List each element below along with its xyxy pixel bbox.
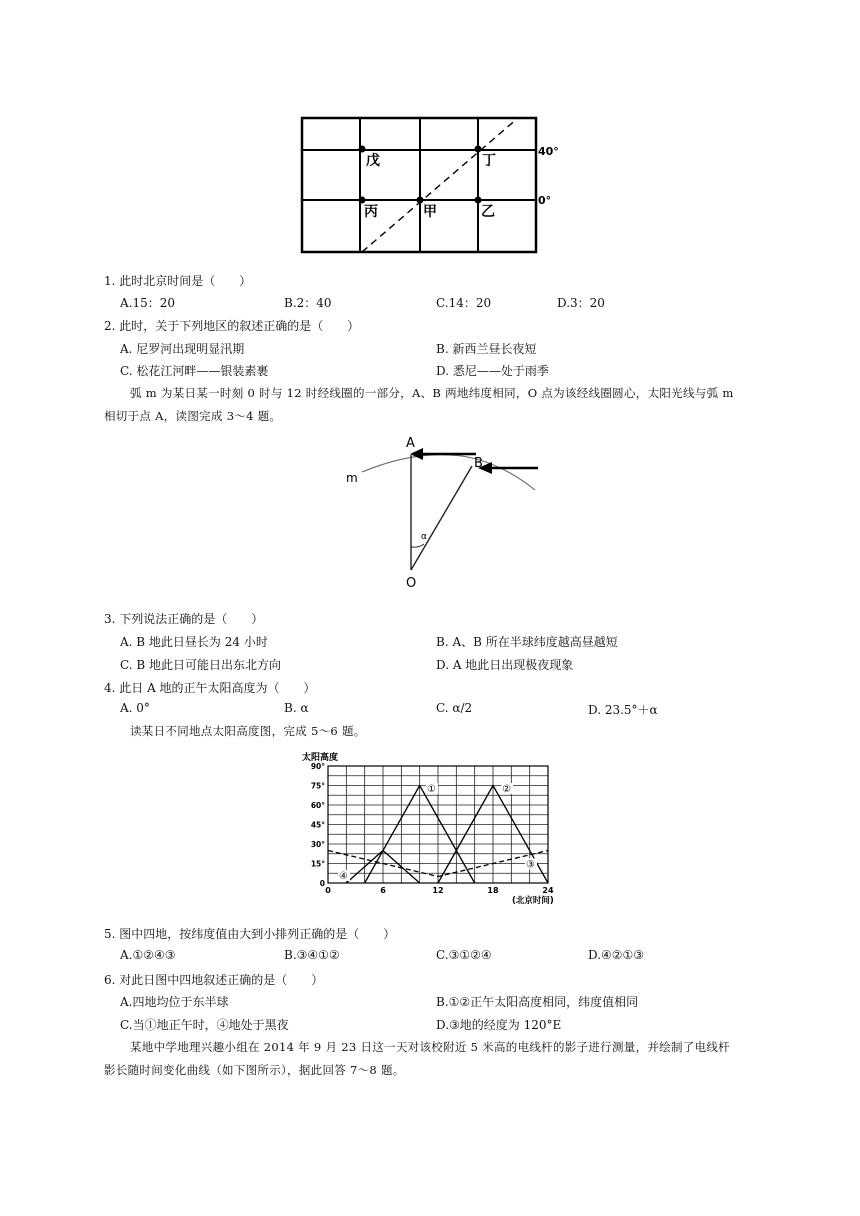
terminator-line — [362, 118, 518, 252]
y-tick-label: 15° — [310, 859, 325, 869]
q2-option-c: C. 松花江河畔——银装素裹 — [120, 364, 269, 378]
q2-stem: 2. 此时，关于下列地区的叙述正确的是（ ） — [104, 319, 360, 333]
q1-option-c: C.14：20 — [436, 296, 492, 310]
y-tick-label: 45° — [310, 820, 325, 830]
intro-5-6: 读某日不同地点太阳高度图，完成 5～6 题。 — [130, 724, 366, 738]
label-o: O — [406, 576, 417, 591]
x-tick-label: 0 — [325, 886, 331, 895]
q3-option-b: B. A、B 所在半球纬度越高昼越短 — [436, 635, 618, 649]
q4-option-b: B. α — [284, 701, 309, 715]
q6-option-a: A.四地均位于东半球 — [120, 995, 229, 1009]
sun-altitude-chart — [300, 748, 570, 910]
q4-stem: 4. 此日 A 地的正午太阳高度为（ ） — [104, 681, 316, 695]
series-label-2: ② — [502, 784, 512, 795]
y-tick-label: 60° — [310, 801, 325, 810]
q1-option-b: B.2：40 — [284, 296, 332, 310]
q4-option-a: A. 0° — [120, 701, 150, 715]
q3-option-a: A. B 地此日昼长为 24 小时 — [120, 635, 268, 649]
figure-grid-map — [300, 116, 570, 256]
q5-stem: 5. 图中四地，按纬度值由大到小排列正确的是（ ） — [104, 927, 396, 941]
label-b: B — [474, 456, 483, 471]
intro-7-8-line1: 某地中学地理兴趣小组在 2014 年 9 月 23 日这一天对该校附近 5 米高的电线杆的影子进行测量，并绘制了电线杆 — [130, 1040, 730, 1054]
q5-option-d: D.④②①③ — [588, 948, 645, 962]
q3-stem: 3. 下列说法正确的是（ ） — [104, 612, 264, 626]
q4-option-d: D. 23.5°＋α — [588, 703, 658, 717]
q5-option-a: A.①②④③ — [120, 948, 176, 962]
point-ding: 丁 — [482, 153, 496, 169]
q1-stem: 1. 此时北京时间是（ ） — [104, 274, 252, 288]
point-bing: 丙 — [364, 204, 378, 220]
chart-ylabel: 太阳高度 — [302, 753, 339, 763]
y-tick-label: 0 — [319, 879, 325, 888]
q3-option-c: C. B 地此日可能日出东北方向 — [120, 658, 282, 672]
y-tick-label: 90° — [310, 762, 325, 771]
x-tick-label: 18 — [487, 886, 499, 895]
series-label-3: ③ — [526, 859, 535, 871]
q1-option-d: D.3：20 — [557, 296, 605, 310]
point-jia: 甲 — [423, 204, 437, 220]
label-alpha: α — [421, 532, 427, 542]
intro-3-4-line1: 弧 m 为某日某一时刻 0 时与 12 时经线圈的一部分，A、B 两地纬度相同，O 点为该经线圈圆心，太阳光线与弧 m — [130, 386, 734, 400]
y-tick-label: 75° — [310, 781, 325, 791]
x-tick-label: 24 — [542, 886, 554, 895]
label-a: A — [406, 436, 415, 451]
q5-option-b: B.③④①② — [284, 948, 340, 962]
point-wu: 戊 — [366, 153, 380, 169]
q5-option-c: C.③①②④ — [436, 948, 492, 962]
q2-option-d: D. 悉尼——处于雨季 — [436, 364, 549, 378]
q4-option-c: C. α/2 — [436, 701, 473, 715]
q6-option-d: D.③地的经度为 120°E — [436, 1018, 562, 1032]
q6-option-c: C.当①地正午时，④地处于黑夜 — [120, 1018, 289, 1032]
y-tick-label: 30° — [310, 840, 325, 849]
point-yi: 乙 — [481, 204, 495, 220]
x-tick-label: 12 — [432, 886, 444, 895]
series-label-1: ① — [427, 784, 436, 795]
intro-3-4-line2: 相切于点 A，读图完成 3～4 题。 — [104, 409, 282, 423]
lat-label-0: 0° — [538, 194, 552, 207]
series-label-4: ④ — [339, 871, 348, 883]
figure-arc-diagram — [340, 430, 550, 595]
label-m: m — [346, 471, 358, 485]
q2-option-a: A. 尼罗河出现明显汛期 — [120, 342, 245, 356]
q6-option-b: B.①②正午太阳高度相同，纬度值相同 — [436, 995, 639, 1009]
lat-label-40: 40° — [538, 145, 559, 158]
chart-xlabel: (北京时间) — [512, 896, 554, 906]
q6-stem: 6. 对此日图中四地叙述正确的是（ ） — [104, 973, 324, 987]
intro-7-8-line2: 影长随时间变化曲线（如下图所示），据此回答 7～8 题。 — [104, 1063, 405, 1077]
q3-option-d: D. A 地此日出现极夜现象 — [436, 658, 574, 672]
q2-option-b: B. 新西兰昼长夜短 — [436, 342, 537, 356]
q1-option-a: A.15：20 — [120, 296, 176, 310]
x-tick-label: 6 — [380, 886, 386, 895]
